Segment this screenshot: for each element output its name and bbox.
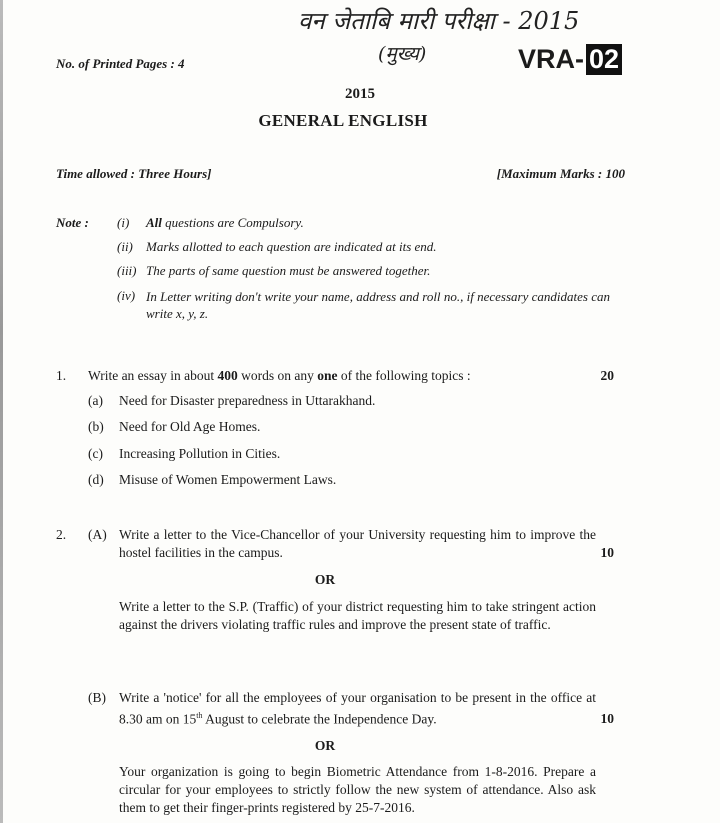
part-b-text-part: August to celebrate the Independence Day. <box>202 711 437 727</box>
q1-text-part: of the following topics : <box>337 368 471 383</box>
note-item-text: All questions are Compulsory. <box>146 215 304 230</box>
note-item-text: The parts of same question must be answered together. <box>146 263 431 278</box>
paper-code-number: 02 <box>586 44 622 75</box>
part-label: (B) <box>88 690 106 705</box>
option-label: (b) <box>88 419 104 434</box>
option-label: (c) <box>88 446 103 461</box>
note-label: Note : <box>56 215 89 230</box>
or-separator: OR <box>314 572 336 587</box>
handwritten-subtitle: (मुख्य) <box>378 43 427 65</box>
printed-pages: No. of Printed Pages : 4 <box>56 56 185 71</box>
option-label: (a) <box>88 393 103 408</box>
or-separator: OR <box>314 738 336 753</box>
part-a-alternative: Write a letter to the S.P. (Traffic) of your district requesting him to take stringent action against the drivers violating traffic rules and improve the present state of traffic. <box>119 599 596 632</box>
exam-year: 2015 <box>345 86 375 102</box>
question-1-text <box>88 367 471 385</box>
q1-word-count: 400 <box>217 368 238 383</box>
handwritten-title: वन जेताबि मारी परीक्षा - 2015 <box>298 7 580 35</box>
note-item-num: (ii) <box>117 239 133 254</box>
note-item-num: (iv) <box>117 288 136 303</box>
q1-text-part: words on any <box>237 368 318 383</box>
part-a-marks: 10 <box>600 545 614 560</box>
part-b-superscript: th <box>196 711 203 720</box>
part-b-text <box>119 689 596 729</box>
maximum-marks: [Maximum Marks : 100 <box>496 166 625 181</box>
part-label: (A) <box>88 527 107 542</box>
part-a-text: Write a letter to the Vice-Chancellor of your University requesting him to improve the hostel facilities in the campus. <box>119 527 596 560</box>
note-item-text: Marks allotted to each question are indicated at its end. <box>146 239 437 254</box>
question-number: 1. <box>56 368 67 383</box>
question-1-marks: 20 <box>600 368 614 383</box>
note-emphasis: All <box>146 215 162 230</box>
question-number: 2. <box>56 527 67 542</box>
paper-code <box>518 44 622 75</box>
time-allowed: Time allowed : Three Hours] <box>56 166 212 181</box>
option-text: Misuse of Women Empowerment Laws. <box>119 472 337 487</box>
part-b-text-part: Write a 'notice' for all the employees of your organisation to be present in the office at 8.30 am on 15 <box>119 690 596 727</box>
option-text: Need for Disaster preparedness in Uttarakhand. <box>119 393 376 408</box>
option-label: (d) <box>88 472 104 487</box>
subject-title: GENERAL ENGLISH <box>258 111 428 130</box>
option-text: Increasing Pollution in Cities. <box>119 446 281 461</box>
q1-emphasis: one <box>317 368 338 383</box>
note-item-num: (iii) <box>117 263 137 278</box>
q1-text-part: Write an essay in about <box>88 368 218 383</box>
part-b-alternative: Your organization is going to begin Biometric Attendance from 1-8-2016. Prepare a circular for your employees to strictly follow the new system of attendance. Also ask them to get their finger-prints registered by 25-7-2016. <box>119 764 596 815</box>
part-b-marks: 10 <box>600 711 614 726</box>
note-item-num: (i) <box>117 215 130 230</box>
paper-code-prefix: VRA- <box>518 44 584 74</box>
note-item-text: In Letter writing don't write your name, address and roll no., if necessary candidates can write x, y, z. <box>146 289 610 321</box>
option-text: Need for Old Age Homes. <box>119 419 261 434</box>
